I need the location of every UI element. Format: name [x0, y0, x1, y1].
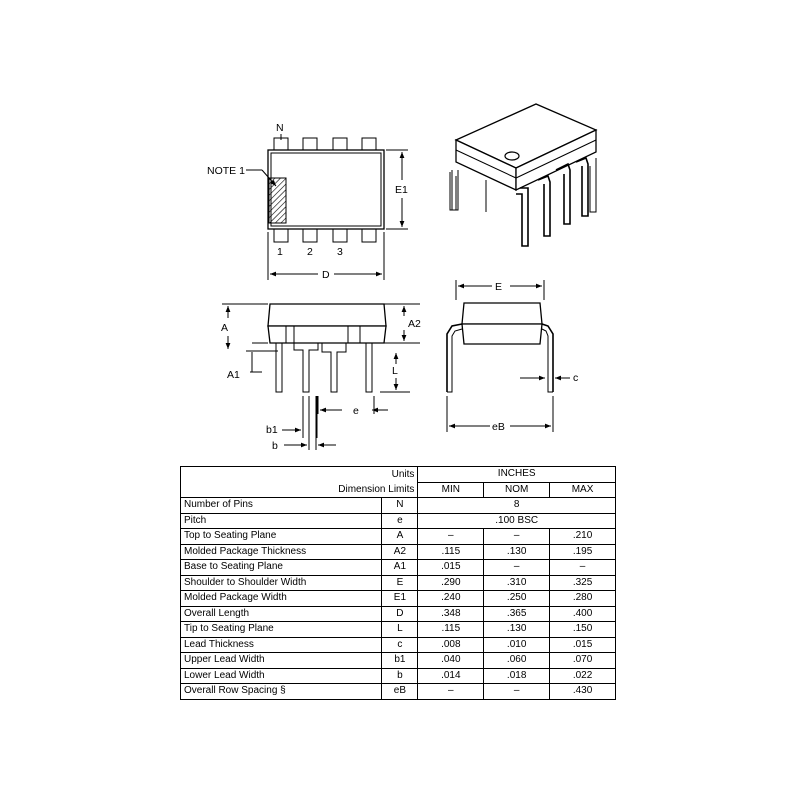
side-view	[221, 304, 421, 452]
row-min: .014	[418, 668, 484, 684]
table-row	[181, 653, 616, 669]
units-value: INCHES	[418, 467, 616, 483]
row-nom: .130	[484, 622, 550, 638]
side-body	[268, 304, 386, 326]
l-label: L	[392, 365, 398, 377]
table-row	[181, 544, 616, 560]
e-label: E	[495, 281, 503, 293]
bottom-pin	[333, 228, 347, 242]
row-symbol: E	[382, 575, 418, 591]
row-nom: .060	[484, 653, 550, 669]
row-max: .430	[550, 684, 616, 700]
table-row	[181, 684, 616, 700]
row-name: Lead Thickness	[181, 637, 382, 653]
row-nom: .010	[484, 637, 550, 653]
bottom-pin	[274, 228, 288, 242]
row-name: Lower Lead Width	[181, 668, 382, 684]
row-symbol: L	[382, 622, 418, 638]
row-nom: .130	[484, 544, 550, 560]
dimension-limits-label: Dimension Limits	[181, 482, 418, 498]
col-header-max: MAX	[550, 482, 616, 498]
pin-number-1: 1	[277, 246, 283, 258]
row-name: Tip to Seating Plane	[181, 622, 382, 638]
end-view	[447, 280, 578, 433]
table-row	[181, 606, 616, 622]
row-symbol: A1	[382, 560, 418, 576]
top-view	[207, 122, 408, 281]
table-row	[181, 560, 616, 576]
table-row	[181, 575, 616, 591]
table-row	[181, 498, 616, 514]
row-max: .070	[550, 653, 616, 669]
pin1-index-area	[269, 178, 286, 223]
row-value: 8	[418, 498, 616, 514]
row-symbol: N	[382, 498, 418, 514]
e1-label: E1	[395, 184, 408, 196]
row-max: –	[550, 560, 616, 576]
row-min: .348	[418, 606, 484, 622]
row-min: .115	[418, 622, 484, 638]
table-header-row	[181, 482, 616, 498]
row-symbol: A	[382, 529, 418, 545]
col-header-min: MIN	[418, 482, 484, 498]
row-name: Shoulder to Shoulder Width	[181, 575, 382, 591]
table-row	[181, 529, 616, 545]
row-symbol: e	[382, 513, 418, 529]
table-header-row	[181, 467, 616, 483]
row-max: .280	[550, 591, 616, 607]
row-nom: –	[484, 684, 550, 700]
row-name: Overall Length	[181, 606, 382, 622]
iso-lead	[556, 164, 570, 224]
row-symbol: c	[382, 637, 418, 653]
row-name: Pitch	[181, 513, 382, 529]
row-max: .325	[550, 575, 616, 591]
row-nom: –	[484, 529, 550, 545]
eb-label: eB	[492, 421, 505, 433]
b-label: b	[272, 440, 278, 452]
row-name: Overall Row Spacing §	[181, 684, 382, 700]
row-name: Molded Package Thickness	[181, 544, 382, 560]
row-max: .022	[550, 668, 616, 684]
row-nom: –	[484, 560, 550, 576]
row-name: Top to Seating Plane	[181, 529, 382, 545]
row-nom: .250	[484, 591, 550, 607]
dimensions-table	[180, 466, 616, 700]
pin-number-2: 2	[307, 246, 313, 258]
row-min: .240	[418, 591, 484, 607]
row-symbol: b1	[382, 653, 418, 669]
row-min: .015	[418, 560, 484, 576]
row-max: .210	[550, 529, 616, 545]
row-min: –	[418, 529, 484, 545]
row-nom: .365	[484, 606, 550, 622]
table-row	[181, 591, 616, 607]
n-label: N	[276, 122, 284, 134]
table-row	[181, 622, 616, 638]
row-min: .290	[418, 575, 484, 591]
pin-number-3: 3	[337, 246, 343, 258]
table-row	[181, 637, 616, 653]
bottom-pin	[303, 228, 317, 242]
d-label: D	[322, 269, 330, 281]
row-symbol: eB	[382, 684, 418, 700]
row-symbol: E1	[382, 591, 418, 607]
iso-lead	[516, 188, 528, 246]
units-label: Units	[181, 467, 418, 483]
iso-lead	[576, 158, 588, 216]
row-symbol: A2	[382, 544, 418, 560]
row-nom: .310	[484, 575, 550, 591]
row-max: .400	[550, 606, 616, 622]
isometric-view	[450, 104, 596, 246]
row-max: .015	[550, 637, 616, 653]
row-max: .195	[550, 544, 616, 560]
row-nom: .018	[484, 668, 550, 684]
col-header-nom: NOM	[484, 482, 550, 498]
a1-label: A1	[227, 369, 240, 381]
row-symbol: D	[382, 606, 418, 622]
row-name: Base to Seating Plane	[181, 560, 382, 576]
table-row	[181, 668, 616, 684]
end-lead-left	[447, 324, 462, 392]
a2-label: A2	[408, 318, 421, 330]
e-pitch-label: e	[353, 405, 359, 417]
a-label: A	[221, 322, 229, 334]
row-min: .040	[418, 653, 484, 669]
table-row	[181, 513, 616, 529]
end-body	[462, 303, 542, 324]
row-min: .115	[418, 544, 484, 560]
row-name: Molded Package Width	[181, 591, 382, 607]
row-max: .150	[550, 622, 616, 638]
c-label: c	[573, 372, 579, 384]
pin1-dot	[505, 152, 519, 160]
bottom-pin	[362, 228, 376, 242]
row-min: .008	[418, 637, 484, 653]
b1-label: b1	[266, 424, 278, 436]
row-symbol: b	[382, 668, 418, 684]
row-name: Upper Lead Width	[181, 653, 382, 669]
note1-label: NOTE 1	[207, 165, 245, 177]
row-value: .100 BSC	[418, 513, 616, 529]
row-name: Number of Pins	[181, 498, 382, 514]
iso-lead	[538, 176, 550, 236]
row-min: –	[418, 684, 484, 700]
